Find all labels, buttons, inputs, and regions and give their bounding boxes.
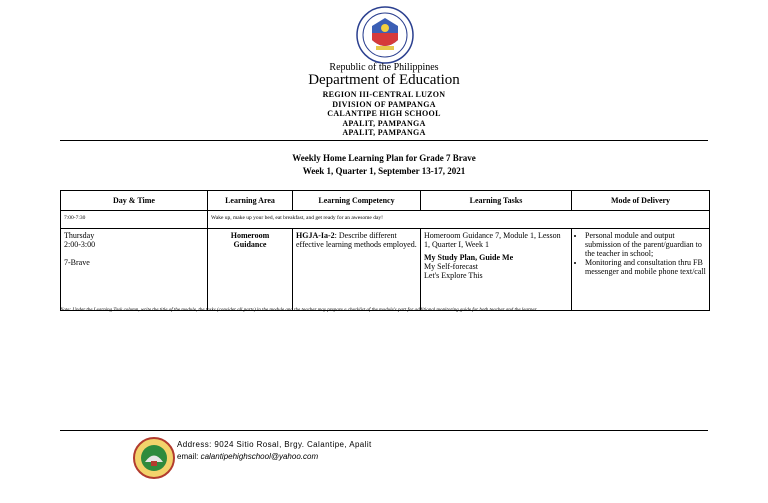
task-item: Let's Explore This bbox=[424, 271, 483, 280]
competency-text: : Describe different effective learning methods employed. bbox=[296, 231, 417, 249]
address-value: 9024 Sitio Rosal, Brgy. Calantipe, Apalit bbox=[214, 440, 372, 449]
department-name: Department of Education bbox=[308, 72, 460, 88]
republic-line: Republic of the Philippines bbox=[329, 62, 439, 73]
table-note: Note: Under the Learning Task column, write the title of the module, the tasks (consider all parts) in the module and the teacher may prepare a checklist of the module's part for additional monitoring guide for both teacher and the learner. bbox=[60, 308, 538, 313]
task-main: Homeroom Guidance 7, Module 1, Lesson 1, Quarter I, Week 1 bbox=[424, 231, 561, 249]
footer-divider bbox=[60, 430, 708, 431]
table-row bbox=[61, 229, 710, 311]
email-label: email: bbox=[177, 452, 199, 461]
header-divider bbox=[60, 140, 708, 141]
header-learning-competency: Learning Competency bbox=[293, 191, 421, 211]
header-learning-area: Learning Area bbox=[208, 191, 293, 211]
header-mode-of-delivery: Mode of Delivery bbox=[572, 191, 710, 211]
list-item: • Personal module and output submission of the parent/guardian to the teacher in school; bbox=[585, 231, 706, 258]
learning-plan-table bbox=[60, 190, 710, 311]
section: 7-Brave bbox=[64, 258, 90, 267]
school-logo bbox=[133, 437, 175, 479]
day: Thursday bbox=[64, 231, 95, 240]
region-line: REGION III-CENTRAL LUZON bbox=[322, 90, 446, 99]
time: 2:00-3:00 bbox=[64, 240, 96, 249]
table-row bbox=[61, 211, 710, 229]
competency-cell bbox=[293, 229, 421, 311]
address-line-1: APALIT, PAMPANGA bbox=[342, 118, 426, 128]
tasks-cell bbox=[421, 229, 572, 311]
table-header-row bbox=[61, 191, 710, 211]
division-line: DIVISION OF PAMPANGA bbox=[332, 99, 436, 109]
mode-cell bbox=[572, 229, 710, 311]
address-label: Address: bbox=[177, 440, 212, 449]
task-item: My Self-forecast bbox=[424, 262, 478, 271]
email-value: calantipehighschool@yahoo.com bbox=[200, 452, 319, 461]
learning-area-cell bbox=[208, 229, 293, 311]
task-title: My Study Plan, Guide Me bbox=[424, 253, 514, 262]
plan-subtitle: Week 1, Quarter 1, September 13-17, 2021 bbox=[302, 166, 466, 176]
address-line-2: APALIT, PAMPANGA bbox=[342, 128, 426, 137]
competency-code: HGJA-Ia-2 bbox=[296, 231, 335, 240]
area-line1: Homeroom bbox=[230, 231, 270, 240]
day-time-cell bbox=[61, 229, 208, 311]
plan-title: Weekly Home Learning Plan for Grade 7 Brave bbox=[292, 153, 476, 163]
footer-email bbox=[177, 452, 318, 461]
area-line2: Guidance bbox=[233, 240, 267, 249]
header-day-time: Day & Time bbox=[61, 191, 208, 211]
header-learning-tasks: Learning Tasks bbox=[421, 191, 572, 211]
school-line: CALANTIPE HIGH SCHOOL bbox=[327, 109, 441, 118]
intro-time: 7:00-7:30 bbox=[61, 211, 208, 229]
footer-address bbox=[177, 440, 372, 449]
intro-text: Wake up, make up your bed, eat breakfast, and get ready for an awesome day! bbox=[208, 211, 710, 229]
mode-list bbox=[575, 231, 706, 276]
list-item: • Monitoring and consultation thru FB messenger and mobile phone text/call bbox=[585, 258, 706, 276]
deped-seal-logo bbox=[356, 6, 414, 64]
